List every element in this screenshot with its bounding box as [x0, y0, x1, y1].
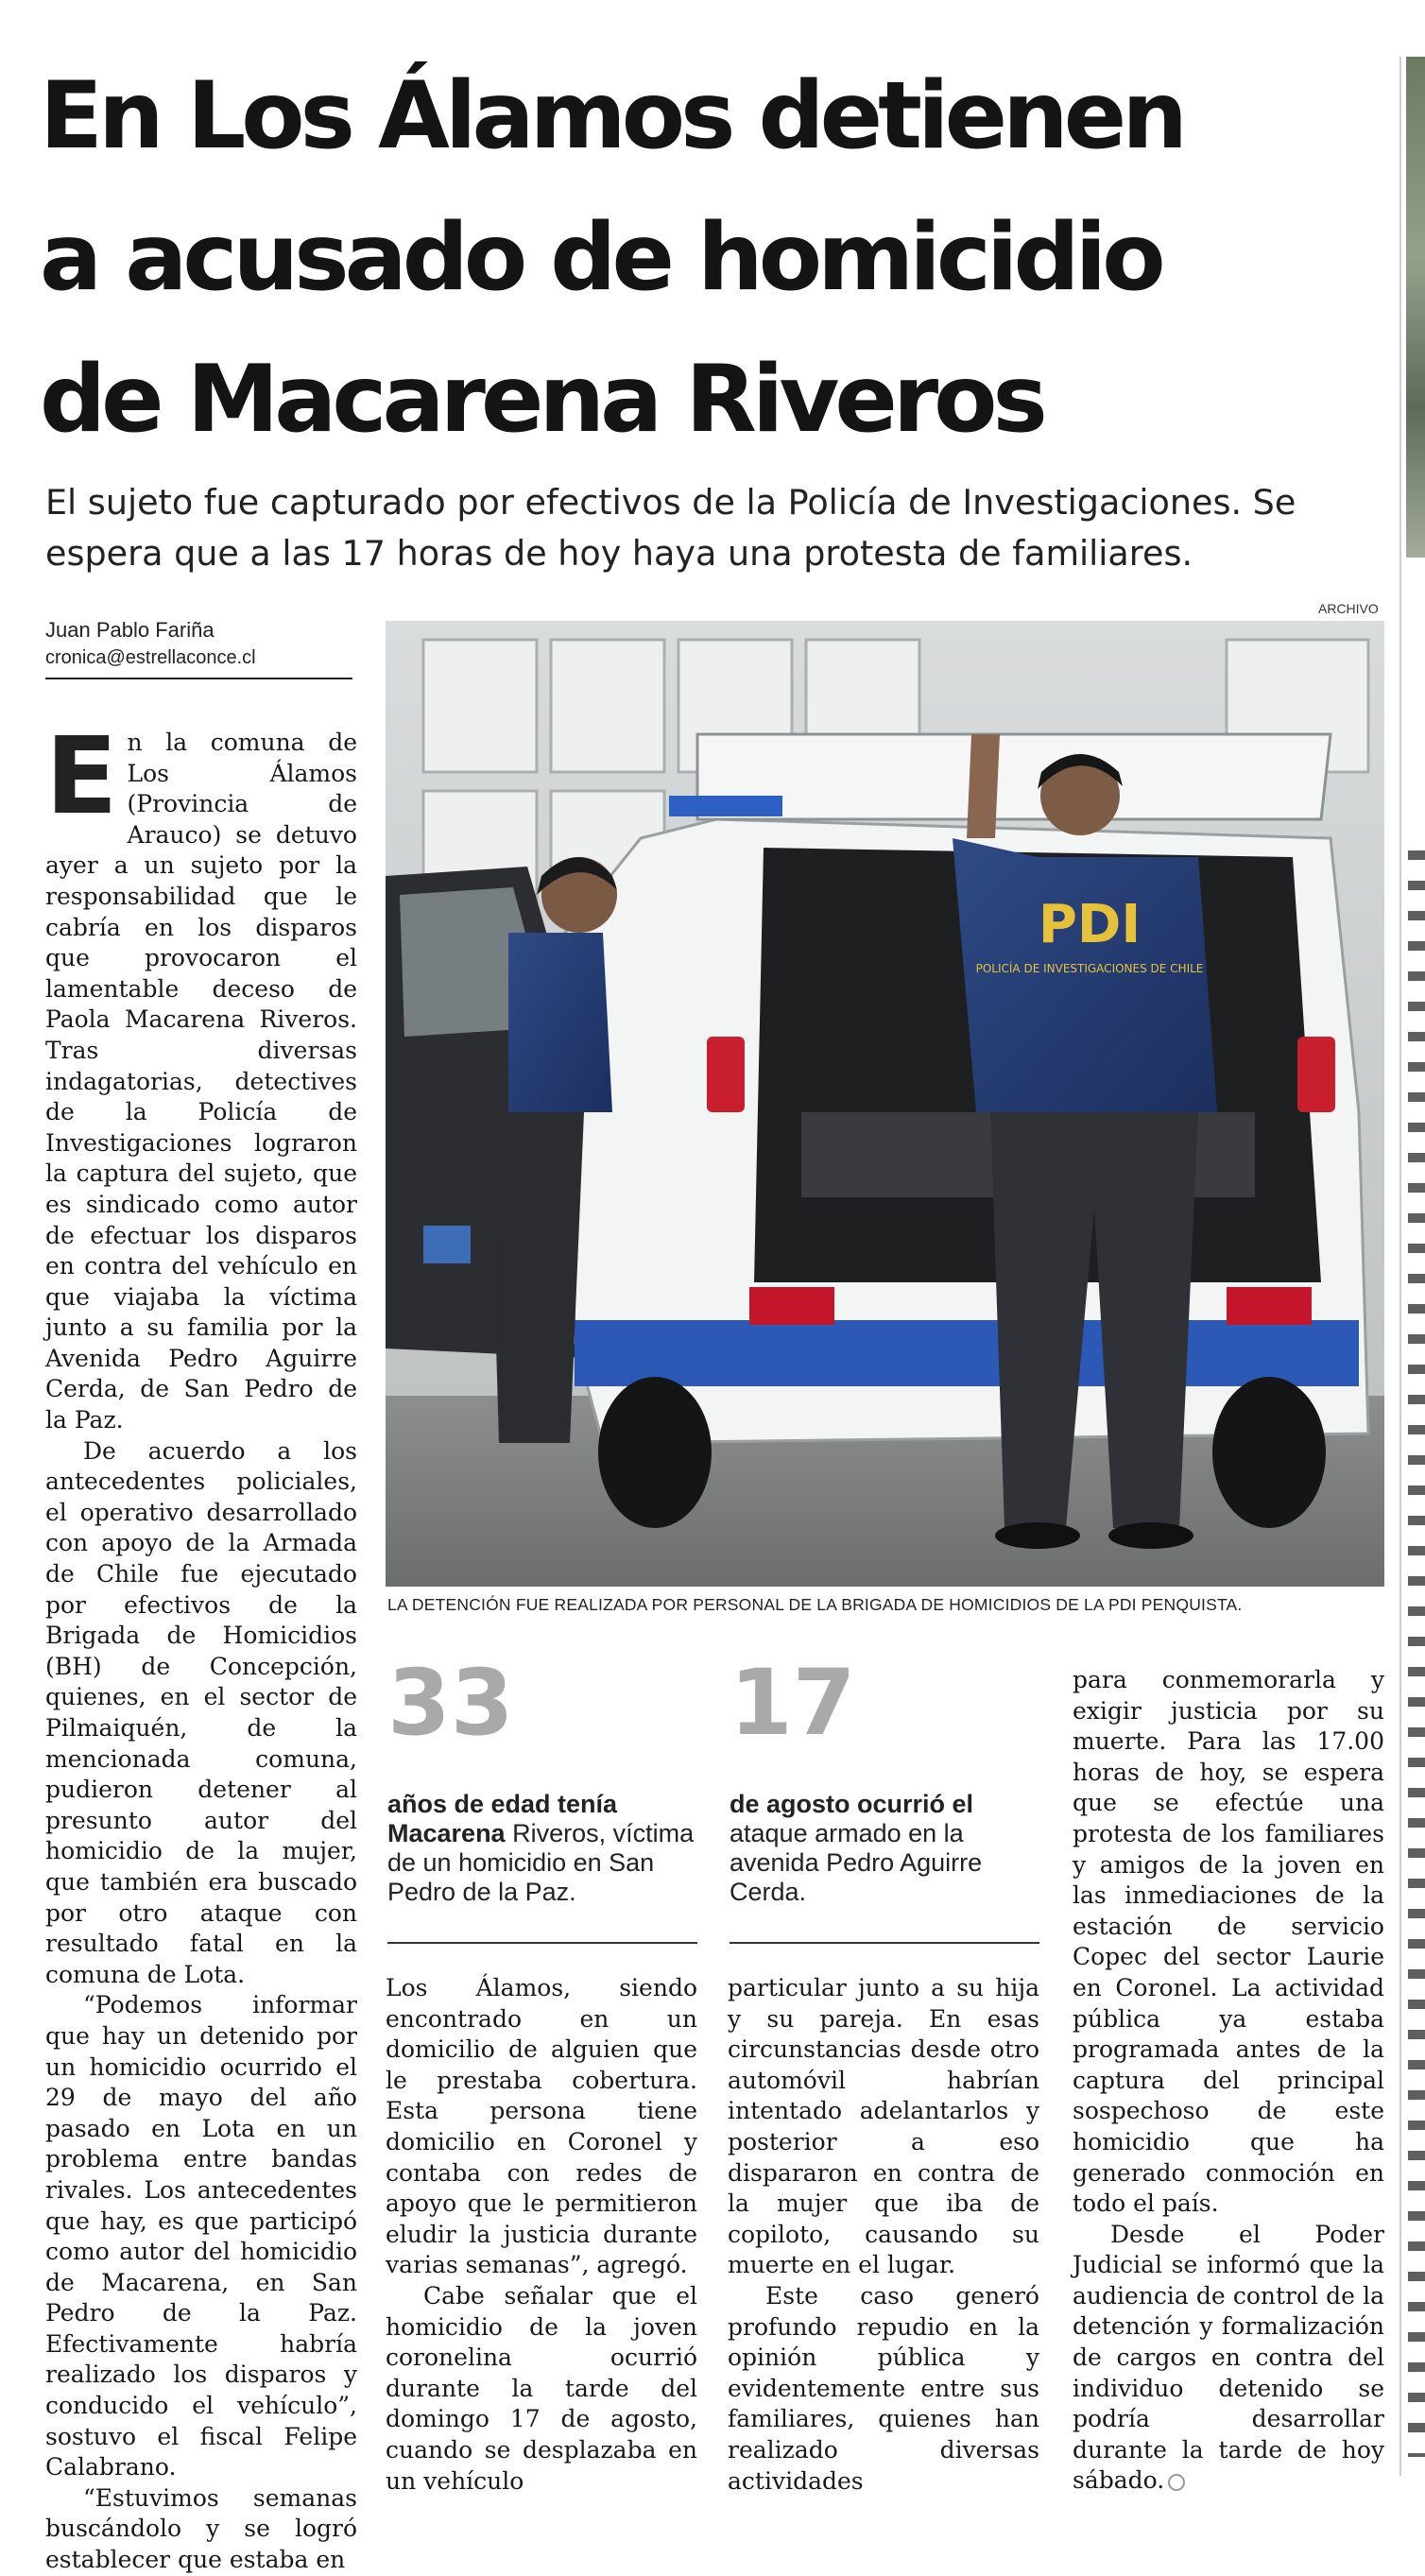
paragraph [45, 715, 357, 1436]
stat-text-rest: ataque armado en la avenida Pedro Aguirre Cerda. [730, 1819, 983, 1906]
column-divider [1399, 57, 1401, 2476]
paragraph: “Estuvimos semanas buscándolo y se logró establecer que estaba en [45, 2483, 357, 2574]
end-of-article-icon [1168, 2474, 1185, 2491]
vest-subtext: POLICÍA DE INVESTIGACIONES DE CHILE [975, 962, 1204, 975]
stat-text-rest: Riveros, víctima de un homicidio en San Pedro de la Paz. [387, 1819, 695, 1906]
byline-divider [45, 678, 352, 679]
stat-number-date: 17 [730, 1650, 856, 1756]
body-column-1 [45, 715, 357, 2576]
body-column-2 [386, 1973, 697, 2497]
deck-subtitle [45, 477, 1368, 579]
body-column-3 [728, 1973, 1039, 2497]
adjacent-article-photo [1406, 57, 1425, 558]
photo-credit: ARCHIVO [1318, 601, 1379, 616]
stat-text-age [387, 1790, 699, 1907]
paragraph: Cabe señalar que el homicidio de la joven coronelina ocurrió durante la tarde del domingo 17 de agosto, cuando se desplazaba en un vehículo [386, 2281, 697, 2495]
paragraph: Este caso generó profundo repudio en la opinión pública y evidentemente entre sus familiares, quienes han realizado diversas actividades [728, 2281, 1039, 2495]
drop-cap: E [45, 715, 118, 838]
deck-line-2: espera que a las 17 horas de hoy haya una protesta de familiares. [45, 533, 1193, 574]
paragraph: particular junto a su hija y su pareja. En esas circunstancias desde otro automóvil habrían intentado adelantarlos y posterior a eso dispararon en contra de la mujer que iba de copiloto, causando su muerte en el lugar. [728, 1974, 1039, 2279]
byline-email: cronica@estrellaconce.cl [45, 647, 256, 668]
stat-divider [387, 1942, 697, 1944]
article-photo [386, 621, 1384, 1587]
vest-pdi-text: PDI [1038, 894, 1142, 955]
paragraph: “Podemos informar que hay un detenido por un homicidio ocurrido el 29 de mayo del año pasado en Lota en un problema entre bandas rivales. Los antecedentes que hay, es que participó como autor del homicidio de Macarena, en San Pedro de la Paz. Efectivamente habría realizado los disparos y conducido el vehículo”, sostuvo el fiscal Felipe Calabrano. [45, 1991, 357, 2482]
byline-author: Juan Pablo Fariña [45, 618, 215, 642]
stat-number-age: 33 [387, 1650, 514, 1756]
headline-line-2: a acusado de homicidio [40, 204, 1161, 312]
paragraph-text: Desde el Poder Judicial se informó que la audiencia de control de la detención y formalización de cargos en contra del individuo detenido se podría desarrollar durante la tarde de hoy sábado. [1073, 2220, 1384, 2495]
photo-illustration [386, 621, 1384, 1587]
paragraph: De acuerdo a los antecedentes policiales, el operativo desarrollado con apoyo de la Armada de Chile fue ejecutado por efectivos de la Brigada de Homicidios (BH) de Concepción, quienes, en el sector de Pilmaiquén, de la mencionada comuna, pudieron detener al presunto autor del homicidio de la mujer, que también era buscado por otro ataque con resultado fatal en la comuna de Lota. [45, 1436, 357, 1988]
stat-text-bold: años de edad tenía Macarena [387, 1790, 618, 1847]
headline [40, 45, 1400, 471]
photo-caption: LA DETENCIÓN FUE REALIZADA POR PERSONAL DE LA BRIGADA DE HOMICIDIOS DE LA PDI PENQUISTA. [387, 1595, 1243, 1614]
paragraph-text: n la comuna de Los Álamos (Provincia de Arauco) se detuvo ayer a un sujeto por la responsabilidad que le cabría en los disparos que provocaron el lamentable deceso de Paola Macarena Riveros. Tras diversas indagatorias, detectives de la Policía de Investigaciones lograron la captura del sujeto, que es sindicado como autor de efectuar los disparos en contra del vehículo en que viajaba la víctima junto a su familia por la Avenida Pedro Aguirre Cerda, de San Pedro de la Paz. [45, 729, 357, 1434]
headline-line-1: En Los Álamos detienen [40, 62, 1184, 170]
adjacent-article-text [1408, 850, 1425, 2457]
deck-line-1: El sujeto fue capturado por efectivos de la Policía de Investigaciones. Se [45, 482, 1296, 523]
headline-line-3: de Macarena Riveros [40, 346, 1043, 454]
body-column-4 [1073, 1665, 1384, 2497]
byline [45, 616, 357, 671]
stat-divider [730, 1942, 1039, 1944]
paragraph: Los Álamos, siendo encontrado en un domicilio de alguien que le prestaba cobertura. Esta persona tiene domicilio en Coronel y contaba con redes de apoyo que le permitieron eludir la justicia durante varias semanas”, agregó. [386, 1974, 697, 2279]
paragraph [1073, 2220, 1384, 2497]
stat-text-date [730, 1790, 1041, 1907]
paragraph: para conmemorarla y exigir justicia por su muerte. Para las 17.00 horas de hoy, se espera que se efectúe una protesta de los familiares y amigos de la joven en las inmediaciones de la estación de servicio Copec del sector Laurie en Coronel. La actividad pública ya estaba programada antes de la captura del principal sospechoso de este homicidio que ha generado conmoción en todo el país. [1073, 1666, 1384, 2218]
stat-text-bold: de agosto ocurrió el [730, 1790, 974, 1818]
